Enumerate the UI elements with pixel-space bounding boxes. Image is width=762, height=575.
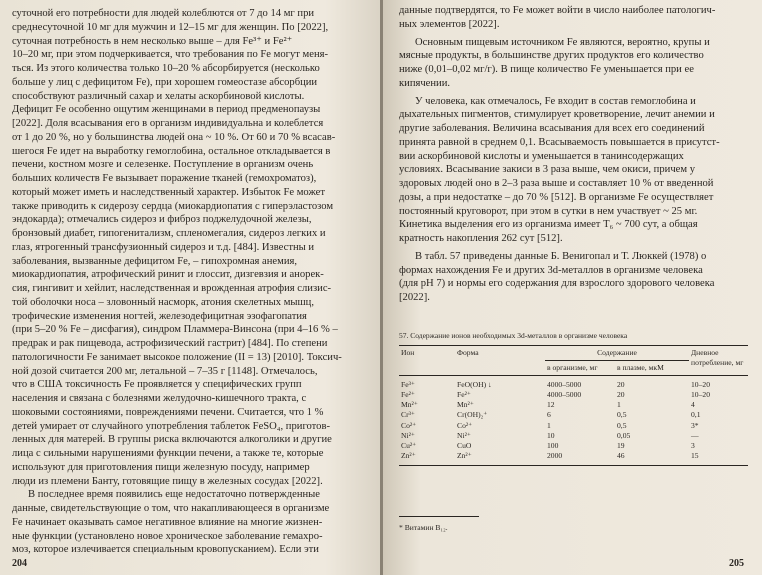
text-line: больше у лиц с дефицитом Fe), при хорошем гомеостазе абсорбции bbox=[12, 76, 318, 88]
table-cell-body: 6 bbox=[547, 410, 551, 420]
table-cell-plasma: 0,05 bbox=[617, 430, 631, 440]
text-line: миокардиопатия, атрофический ринит и глоссит, дизгевзия и анорек- bbox=[12, 269, 324, 281]
table-cell-plasma: 46 bbox=[617, 451, 625, 461]
table-cell-form: Cr(OH)₂⁺ bbox=[457, 410, 488, 420]
table-cell-daily: 3* bbox=[691, 420, 699, 430]
table-row bbox=[399, 431, 748, 441]
text-line: эндокарда); отмечались сидероз и фиброз поджелудочной железы, bbox=[12, 214, 312, 226]
text-line: что в США токсичность Fe проявляется у специфических групп bbox=[12, 379, 302, 391]
text-line: способствуют различный сахар и хелаты аскорбиновой кислоты. bbox=[12, 90, 305, 102]
text-line: дозы, а при недостатке – до 70 % [512]. В организме Fe осуществляет bbox=[399, 191, 714, 203]
text-line: здоровых людей оно в 2–3 раза выше и составляет 10 % от введенной bbox=[399, 178, 714, 189]
table-row bbox=[399, 410, 748, 420]
text-line: Fe начинает оказывать самое негативное влияние на многие жизнен- bbox=[12, 516, 323, 528]
text-line: У человека, как отмечалось, Fe входит в состав гемоглобина и bbox=[415, 95, 696, 107]
text-line: ниже (0,01–0,02 мг/г). В пище количество Fe уменьшается при ее bbox=[399, 64, 694, 75]
table-cell-daily: 4 bbox=[691, 400, 695, 410]
table-cell-plasma: 0,5 bbox=[617, 410, 627, 420]
text-line: данные, свидетельствующие о том, что накапливающееся в организме bbox=[12, 503, 330, 514]
text-line: от 1 до 20 %, но у большинства людей она ~ 10 %. От 60 и 70 % всасав- bbox=[12, 131, 336, 143]
text-line: используют для приготовления пищи железную посуду, например bbox=[12, 461, 310, 473]
table-cell-daily: 15 bbox=[691, 451, 699, 461]
text-line: вии аскорбиновой кислоты и уменьшается в танинсодержащих bbox=[399, 150, 684, 162]
text-line: данные подтвердятся, то Fe может войти в число наиболее патологич- bbox=[399, 5, 716, 16]
table-row bbox=[399, 421, 748, 431]
table-cell-plasma: 19 bbox=[617, 440, 625, 450]
table-caption: 57. Содержание ионов необходимых 3d-металлов в организме человека bbox=[399, 330, 628, 340]
text-line: кратность накопления 262 сут [512]. bbox=[399, 233, 563, 244]
text-line: заболевания, вызванные дефицитом Fe, – гипохромная анемия, bbox=[12, 255, 298, 267]
table-cell-ion: Fe²⁺ bbox=[401, 390, 415, 400]
table-cell-ion: Fe³⁺ bbox=[401, 379, 415, 389]
table-cell-ion: Cu²⁺ bbox=[401, 440, 417, 450]
text-line: В последнее время появились еще недостаточно потвержденные bbox=[28, 489, 320, 501]
table-cell-form: CuO bbox=[457, 440, 472, 450]
text-line: [2022]. bbox=[399, 292, 430, 303]
header-in-plasma: в плазме, мкМ bbox=[617, 362, 664, 372]
table-cell-form: Mn²⁺ bbox=[457, 400, 474, 410]
table-cell-daily: 3 bbox=[691, 440, 695, 450]
text-line: населения и связана с болезнями желудочно-кишечного тракта, с bbox=[12, 393, 307, 404]
left-page-text bbox=[12, 7, 373, 557]
text-line: ться. Из этого количества только 10–20 % абсорбируется (несколько bbox=[12, 63, 320, 74]
table-cell-daily: — bbox=[691, 430, 699, 440]
table-row bbox=[399, 400, 748, 410]
table-cell-ion: Ni²⁺ bbox=[401, 430, 415, 440]
table-cell-daily: 10–20 bbox=[691, 390, 710, 400]
table-cell-body: 12 bbox=[547, 400, 555, 410]
header-daily: Дневное потребление, мг bbox=[691, 347, 744, 367]
table-row bbox=[399, 375, 748, 390]
text-line: трофические изменения ногтей, железодефицитная эзофагопатия bbox=[12, 310, 307, 322]
text-line: патологичности Fe занимает высокое положение (II = 13) [2010]. Токсич- bbox=[12, 351, 342, 363]
text-line: Кинетика выделения его из организма имеет T₆ ~ 700 сут, а общая bbox=[399, 219, 698, 231]
text-line: который может иметь и наследственный характер. Избыток Fe может bbox=[12, 186, 325, 198]
text-line: Основным пищевым источником Fe являются, вероятно, крупы и bbox=[415, 36, 710, 48]
text-line: ной дозой считается 200 мг, летальной – 7–35 г [1148]. Отмечалось, bbox=[12, 365, 318, 377]
table-footnote: * Витамин B₁₂. bbox=[399, 523, 448, 533]
right-page-text bbox=[399, 4, 748, 305]
text-line: формах нахождения Fe и других 3d-металлов в организме человека bbox=[399, 264, 703, 276]
table-57 bbox=[399, 346, 748, 462]
table-cell-plasma: 20 bbox=[617, 390, 625, 400]
text-line: среднесуточной 10 мг для мужчин и 12–15 мг для женщин. По [2022], bbox=[12, 21, 329, 33]
table-cell-form: Fe²⁺ bbox=[457, 390, 471, 400]
text-line: предрак и рак пищевода, астрофизический гастрит) [484]. По степени bbox=[12, 338, 328, 349]
text-line: кипячении. bbox=[399, 77, 451, 89]
text-line: постоянный круговорот, при этом в сутки в нем участвует ~ 25 мг. bbox=[399, 205, 698, 217]
table-cell-body: 4000–5000 bbox=[547, 390, 582, 400]
table-cell-form: Ni²⁺ bbox=[457, 430, 471, 440]
table-cell-form: Co²⁺ bbox=[457, 420, 473, 430]
table-body bbox=[399, 375, 748, 461]
table-cell-body: 10 bbox=[547, 430, 555, 440]
text-line: В табл. 57 приведены данные Б. Венигопал и Т. Люккей (1978) о bbox=[415, 250, 707, 262]
text-line: шегося Fe идет на выработку гемоглобина, остальное откладывается в bbox=[12, 145, 331, 157]
text-line: другие заболевания. Величина всасывания для всех его соединений bbox=[399, 123, 705, 134]
text-line: той оболочки носа – зловонный насморк, атония скелетных мышц, bbox=[12, 296, 314, 308]
text-line: суточной его потребности для людей колеблются от 7 до 14 мг при bbox=[12, 8, 315, 19]
text-line: Дефицит Fe особенно ощутим женщинами в период предменопаузы bbox=[12, 104, 321, 116]
text-line: также приводить к сидерозу сердца (миокардиопатия с гиперэластозом bbox=[12, 200, 334, 212]
table-cell-plasma: 0,5 bbox=[617, 420, 627, 430]
table-cell-form: FeO(OH) ↓ bbox=[457, 379, 492, 389]
text-line: ленных для матерей. В группы риска включаются алкоголики и другие bbox=[12, 434, 332, 446]
table-cell-daily: 10–20 bbox=[691, 379, 710, 389]
table-cell-body: 100 bbox=[547, 440, 559, 450]
table-bottom-rule bbox=[399, 465, 748, 466]
table-cell-ion: Cr³⁺ bbox=[401, 410, 415, 420]
header-in-body: в организме, мг bbox=[547, 362, 598, 372]
table-row bbox=[399, 441, 748, 451]
text-line: детей умирает от случайного употребления таблеток FeSO₄, приготов- bbox=[12, 420, 330, 432]
table-cell-plasma: 20 bbox=[617, 379, 625, 389]
text-line: суточная потребность в нем несколько выше – для Fe³⁺ и Fe²⁺ bbox=[12, 35, 293, 47]
table-row bbox=[399, 451, 748, 461]
right-page bbox=[383, 0, 762, 575]
text-line: лица с сильными нарушениями функции печени, а также те, которые bbox=[12, 448, 324, 459]
text-line: [2022]. Доля всасывания его в организм индивидуальна и колеблется bbox=[12, 118, 324, 129]
left-page-number: 204 bbox=[12, 558, 27, 569]
header-form: Форма bbox=[457, 347, 479, 357]
text-line: шоковыми состояниями, повреждениями печени. Считается, что 1 % bbox=[12, 406, 324, 418]
footnote-rule bbox=[399, 516, 479, 517]
table-cell-ion: Co²⁺ bbox=[401, 420, 417, 430]
text-line: ные функции (установлено новое хроническое заболевание гемахро- bbox=[12, 530, 323, 542]
text-line: дыхательных пигментов, стимулирует кроветворение, лечит анемии и bbox=[399, 109, 715, 121]
table-cell-plasma: 1 bbox=[617, 400, 621, 410]
text-line: больших количеств Fe вызывает поражение тканей (гемохроматоз), bbox=[12, 173, 317, 184]
right-page-number: 205 bbox=[729, 558, 744, 569]
text-line: бронзовый диабет, гипогенитализм, спленомегалия, сидероз легких и bbox=[12, 228, 326, 239]
table-cell-daily: 0,1 bbox=[691, 410, 701, 420]
table-cell-ion: Mn²⁺ bbox=[401, 400, 418, 410]
text-line: принята равной в среднем 0,1. Всасываемость повышается в присутст- bbox=[399, 136, 720, 148]
table-row bbox=[399, 390, 748, 400]
text-line: (при 5–20 % Fe – дисфагия), синдром Пламмера-Винсона (при 4–16 % – bbox=[12, 324, 338, 336]
header-ion: Ион bbox=[401, 347, 415, 357]
table-cell-body: 2000 bbox=[547, 451, 563, 461]
text-line: глаз, ятрогенный трансфузионный сидероз и т.д. [484]. Известны и bbox=[12, 241, 315, 253]
text-line: мясные продукты, в большинстве других продуктов его количество bbox=[399, 50, 704, 62]
text-line: (для pH 7) и нормы его содержания для взрослого здорового человека bbox=[399, 278, 715, 290]
header-content: Содержание bbox=[545, 346, 689, 361]
text-line: моз, которое излечивается специальным кровопусканием). Если эти bbox=[12, 544, 319, 556]
text-line: условиях. Всасывание закиси в 3 раза выше, чем окиси, причем у bbox=[399, 164, 695, 176]
text-line: 10–20 мг, при этом подчеркивается, что требования по Fe могут меня- bbox=[12, 49, 329, 61]
table-cell-body: 1 bbox=[547, 420, 551, 430]
table-cell-form: Zn²⁺ bbox=[457, 451, 472, 461]
text-line: люди из племени Банту, готовящие пищу в железных сосудах [2022]. bbox=[12, 475, 323, 487]
text-line: ных элементов [2022]. bbox=[399, 18, 500, 30]
text-line: сия, гингивит и хейлит, наследственная и врожденная атрофия слизис- bbox=[12, 283, 332, 294]
text-line: печени, костном мозге и селезенке. Поступление в организм очень bbox=[12, 159, 314, 171]
table-cell-body: 4000–5000 bbox=[547, 379, 582, 389]
table-cell-ion: Zn²⁺ bbox=[401, 451, 416, 461]
